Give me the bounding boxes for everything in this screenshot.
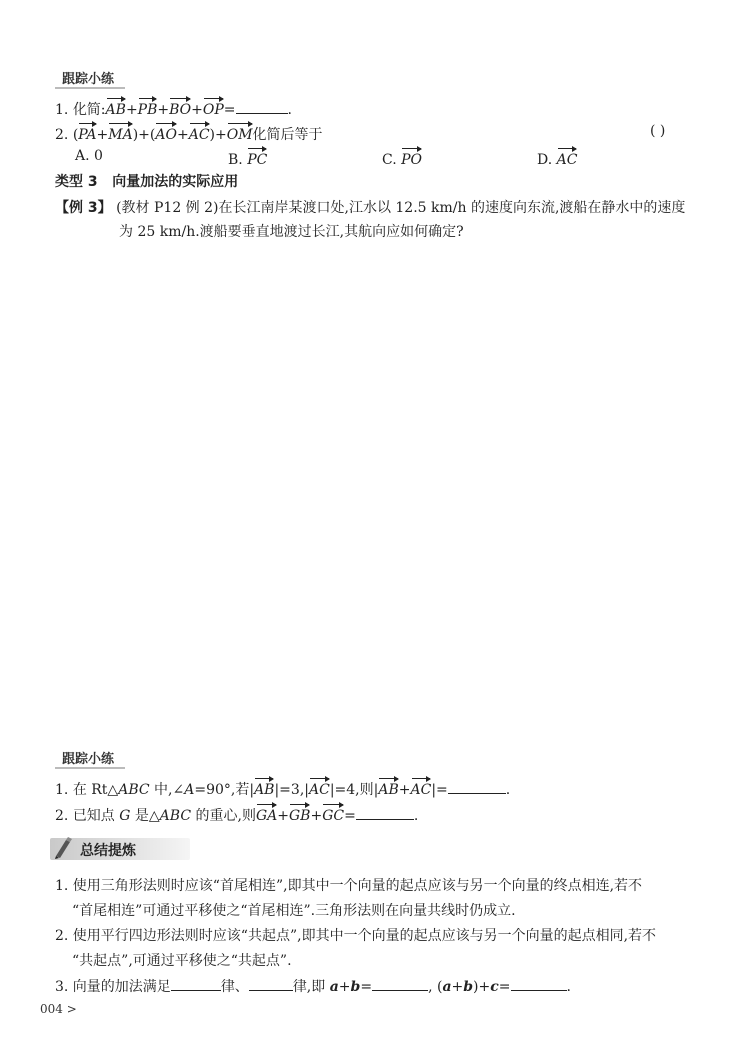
plus-sign: + (176, 127, 189, 143)
answer-blank[interactable] (356, 805, 414, 820)
text: 的重心,则 (191, 808, 256, 824)
summary-point-1-line-2: “首尾相连”可通过平移使之“首尾相连”.三角形法则在向量共线时仍成立. (72, 903, 516, 919)
answer-blank[interactable] (171, 976, 221, 991)
summary-point-2-line-2: “共起点”,可通过平移使之“共起点”. (72, 953, 292, 969)
vector-b: b (463, 979, 474, 995)
vector-ab: AB (254, 776, 274, 800)
page-number: 004 > (40, 1002, 77, 1016)
period: . (505, 782, 511, 798)
question-number: 1. (55, 782, 69, 798)
paren: ( (72, 127, 79, 143)
question-2-1 (55, 776, 510, 800)
question-1-1 (55, 96, 292, 120)
plus-sign: + (96, 127, 109, 143)
question-number: 2. (55, 127, 69, 143)
text: )+ (473, 979, 491, 995)
plus-sign: + (338, 979, 351, 995)
vector-ac: AC (411, 776, 432, 800)
option-a[interactable] (75, 146, 103, 166)
option-label: C. (382, 152, 397, 168)
vector-ac: AC (309, 776, 330, 800)
question-1-2 (55, 121, 323, 145)
plus-sign: + (157, 102, 170, 118)
vector-ma: MA (108, 121, 132, 145)
answer-blank[interactable] (249, 976, 293, 991)
question-text: 化简: (72, 102, 106, 118)
period: . (566, 979, 571, 995)
equals-sign: = (498, 979, 511, 995)
type-heading (55, 172, 238, 192)
vector-b: b (350, 979, 361, 995)
triangle-name: ABC (118, 782, 150, 798)
answer-blank[interactable] (372, 976, 428, 991)
vector-a: a (329, 979, 339, 995)
vector-pc: PC (247, 146, 267, 170)
option-label: D. (537, 152, 553, 168)
example-text-line-1: (教材 P12 例 2)在长江南岸某渡口处,江水以 12.5 km/h 的速度向东流,渡船在静水中的速度 (116, 200, 686, 216)
text: |=3,| (274, 782, 309, 798)
vector-ac: AC (189, 121, 210, 145)
vector-om: OM (227, 121, 253, 145)
option-label: B. (228, 152, 243, 168)
plus-sign: + (191, 102, 203, 118)
section-underline (55, 767, 125, 769)
section-title-practice-2: 跟踪小练 (62, 752, 115, 767)
vector-gc: GC (322, 802, 344, 826)
option-b[interactable] (228, 146, 267, 170)
triangle-name: ABC (159, 808, 192, 824)
answer-blank[interactable] (448, 779, 506, 794)
plus-sign: + (451, 979, 464, 995)
vector-po: PO (401, 146, 422, 170)
answer-blank[interactable] (511, 976, 567, 991)
example-tag: 【例 3】 (55, 200, 112, 216)
vector-bo: BO (169, 96, 191, 120)
period: . (287, 102, 292, 118)
summary-point-2-line-1: 2. 使用平行四边形法则时应该“共起点”,即其中一个向量的起点应该与另一个向量的起点相同,若不 (55, 928, 657, 944)
summary-point-1-line-1: 1. 使用三角形法则时应该“首尾相连”,即其中一个向量的起点应该与另一个向量的终点相连,若不 (55, 878, 643, 894)
paren: )+( (132, 127, 156, 143)
equals-sign: = (360, 979, 373, 995)
question-2-2 (55, 802, 418, 826)
vector-gb: GB (289, 802, 310, 826)
text: |= (431, 782, 448, 798)
option-d[interactable] (537, 146, 577, 170)
answer-bracket[interactable]: ( ) (650, 123, 666, 139)
text: 3. 向量的加法满足 (55, 979, 171, 995)
text: 律,即 (292, 979, 330, 995)
plus-sign: + (125, 102, 138, 118)
summary-title: 总结提炼 (80, 843, 136, 859)
text: 律、 (220, 979, 249, 995)
pencil-icon (52, 836, 74, 860)
type-label: 类型 3 (55, 174, 98, 190)
vector-pa: PA (78, 121, 96, 145)
text: 是△ (130, 808, 160, 824)
vector-a: a (442, 979, 452, 995)
text: 中,∠ (149, 782, 185, 798)
equals-sign: = (344, 808, 356, 824)
point-name: G (119, 808, 131, 824)
question-number: 1. (55, 102, 69, 118)
vector-ab: AB (106, 96, 126, 120)
text: 已知点 (72, 808, 120, 824)
angle-name: A (184, 782, 195, 798)
question-number: 2. (55, 808, 69, 824)
section-title-practice-1: 跟踪小练 (62, 72, 115, 87)
vector-ac: AC (557, 146, 578, 170)
option-c[interactable] (382, 146, 422, 170)
paren: )+ (209, 127, 227, 143)
text: =90°,若| (194, 782, 255, 798)
summary-point-3 (55, 976, 571, 997)
plus-sign: + (398, 782, 411, 798)
example-text-line-2: 为 25 km/h.渡船要垂直地渡过长江,其航向应如何确定? (119, 224, 464, 240)
period: . (413, 808, 419, 824)
vector-ab: AB (378, 776, 398, 800)
vector-ga: GA (256, 802, 277, 826)
type-title: 向量加法的实际应用 (112, 174, 239, 190)
text: |=4,则| (329, 782, 379, 798)
plus-sign: + (277, 808, 289, 824)
equals-sign: = (223, 102, 236, 118)
vector-op: OP (203, 96, 224, 120)
section-underline (55, 87, 125, 89)
vector-ao: AO (155, 121, 177, 145)
text: , ( (428, 979, 443, 995)
plus-sign: + (310, 808, 323, 824)
answer-blank[interactable] (236, 99, 288, 114)
question-text: 化简后等于 (252, 127, 323, 143)
vector-pb: PB (138, 96, 158, 120)
option-label: A. 0 (75, 148, 103, 164)
example-3 (55, 198, 685, 218)
text: 在 Rt△ (72, 782, 119, 798)
vector-c: c (490, 979, 499, 995)
